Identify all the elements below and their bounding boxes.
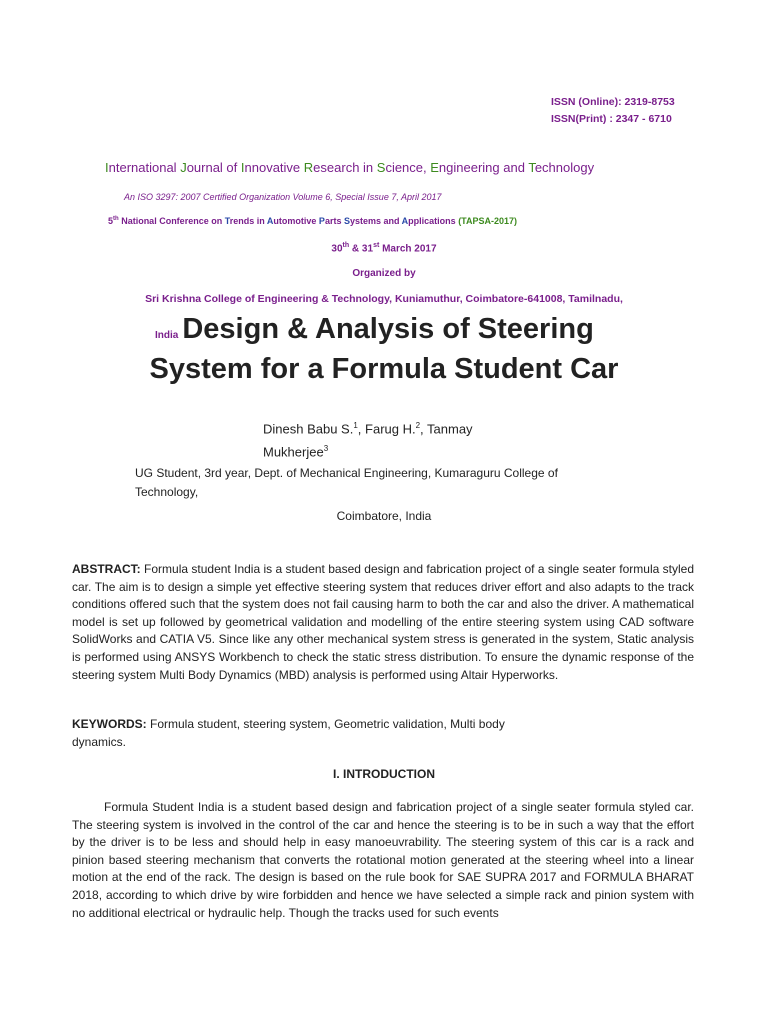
abstract-label: ABSTRACT:: [72, 562, 141, 576]
conf-name-part: (TAPSA-2017): [458, 216, 518, 226]
journal-name-part: R: [303, 160, 314, 175]
keywords: [72, 716, 532, 751]
india-label: India: [155, 330, 179, 341]
conf-name-part: ystems and: [349, 216, 402, 226]
conference-dates: [0, 242, 768, 254]
author-2: , Farug H.: [357, 421, 416, 437]
conf-name-part: P: [318, 216, 325, 226]
journal-name-part: I: [105, 160, 109, 175]
conf-name-part: rends in: [229, 216, 267, 226]
journal-name-part: nnovative: [244, 160, 304, 175]
journal-name-part: E: [430, 160, 439, 175]
section-heading-introduction: I. INTRODUCTION: [333, 767, 435, 781]
author-2-sup: 2: [415, 421, 421, 430]
abstract: [72, 561, 694, 684]
date-end: March 2017: [379, 243, 437, 255]
author-3-sup: 3: [323, 444, 329, 454]
conf-name-part: National Conference on: [118, 216, 225, 226]
abstract-text: Formula student India is a student based design and fabrication project of a single seater formula styled car. The aim is to design a simple yet effective steering system that reduces driver effort and also adapts to the track conditions offered such that the system does not fail causing harm to both the car and also the driver. A mathematical model is set up followed by geometrical validation and modelling of the entire steering system using CAD software SolidWorks and CATIA V5. Since like any other mechanical system stress is generated in the system, Static analysis is performed using ANSYS Workbench to check the static stress distribution. To ensure the dynamic response of the steering system Multi Body Dynamics (MBD) analysis is performed using Altair Hyperworks.: [72, 562, 694, 682]
date-b-sup: st: [373, 242, 380, 249]
journal-name-part: echnology: [534, 160, 595, 175]
issn-print: ISSN(Print) : 2347 - 6710: [551, 113, 672, 125]
journal-name-part: J: [180, 160, 187, 175]
journal-name-part: ngineering and: [438, 160, 529, 175]
keywords-text: Formula student, steering system, Geometric validation, Multi body dynamics.: [72, 717, 505, 749]
organized-by: Organized by: [352, 268, 416, 279]
conf-name-part: S: [343, 216, 350, 226]
conference-line: [108, 216, 517, 226]
conf-name-part: A: [266, 216, 274, 226]
title-line1-text: Design & Analysis of Steering: [182, 313, 594, 345]
paper-title-line1: [155, 313, 594, 346]
introduction-paragraph: Formula Student India is a student based design and fabrication project of a single seater formula styled car. The steering system is involved in the control of the car and hence the steering is to be in such a way that the effort by the driver is to be less and should help in easy manoeuvrability. The steering system of this car is a rack and pinion based steering mechanism that converts the rotational motion generated at the steering wheel into a linear motion at the end of the rack. The design is based on the rule book for SAE SUPRA 2017 and FORMULA BHARAT 2018, according to which drive by wire forbidden and hence we have selected a simple rack and pinion system with no additional electrical or hydraulic help. Though the tracks used for such events: [72, 800, 694, 920]
college-line: Sri Krishna College of Engineering & Technology, Kuniamuthur, Coimbatore-641008, Tamilnadu,: [145, 293, 623, 305]
date-mid: & 31: [349, 243, 374, 255]
conf-name-part: arts: [324, 216, 344, 226]
conf-name-part: A: [401, 216, 409, 226]
journal-name-part: T: [528, 160, 535, 175]
journal-name-part: I: [240, 160, 245, 175]
issn-online: ISSN (Online): 2319-8753: [551, 96, 675, 108]
journal-name-part: nternational: [108, 160, 181, 175]
affiliation: UG Student, 3rd year, Dept. of Mechanical Engineering, Kumaraguru College of Technology,: [135, 466, 558, 499]
conf-name-part: utomotive: [273, 216, 319, 226]
paper-title-line2: System for a Formula Student Car: [149, 353, 619, 385]
journal-name-part: cience,: [385, 160, 431, 175]
iso-line: An ISO 3297: 2007 Certified Organization Volume 6, Special Issue 7, April 2017: [124, 192, 442, 202]
journal-name: [105, 160, 594, 175]
author-1-sup: 1: [353, 421, 358, 430]
author-3b: Mukherjee: [263, 444, 324, 460]
date-a-sup: th: [342, 242, 350, 249]
date-a: 30: [331, 243, 343, 255]
conf-name-part: pplications: [408, 216, 459, 226]
journal-name-part: esearch in: [313, 160, 377, 175]
keywords-label: KEYWORDS:: [72, 717, 147, 731]
author-3a: , Tanmay: [420, 421, 473, 437]
issn-block: [551, 94, 675, 128]
journal-name-part: ournal of: [186, 160, 241, 175]
conf-number: 5: [108, 216, 114, 226]
conf-name-part: T: [224, 216, 230, 226]
conf-number-sup: th: [113, 216, 119, 222]
authors: [263, 416, 473, 463]
location: Coimbatore, India: [336, 509, 432, 523]
author-1: Dinesh Babu S.: [263, 421, 354, 437]
journal-name-part: S: [376, 160, 386, 175]
